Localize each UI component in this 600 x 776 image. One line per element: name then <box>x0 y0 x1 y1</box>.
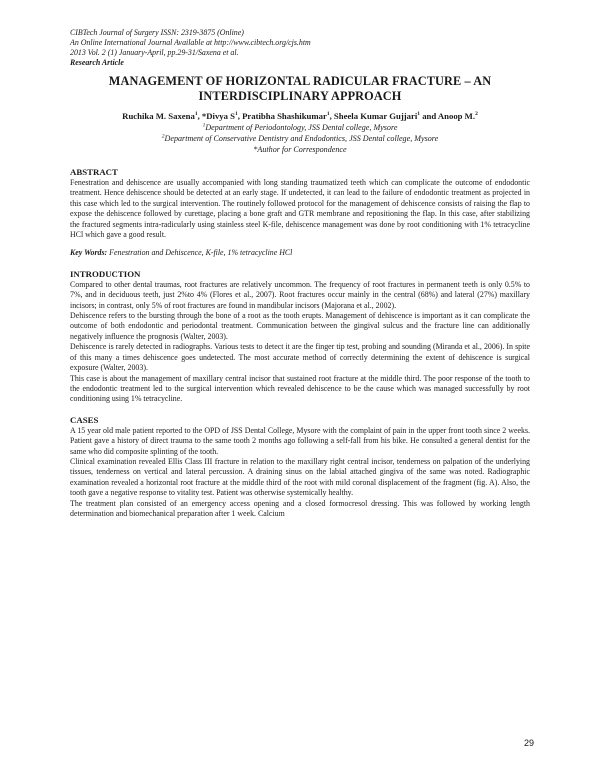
cases-paragraph-3: The treatment plan consisted of an emergency access opening and a closed formocresol dressing. This was followed by working length determination and biomechanical preparation after 1 week. Calcium <box>70 498 530 518</box>
keywords: Key Words: Fenestration and Dehiscence, K-file, 1% tetracycline HCl <box>70 248 293 258</box>
intro-paragraph-2: Dehiscence refers to the bursting through the bone of a root as the tooth erupts. Management of dehiscence is important as it can complicate the outcome of both endodontic and periodontal treatment. Communication between the gingival sulcus and the fracture line can additionally negatively influence the prognosis (Walter, 2003). <box>70 311 530 341</box>
page-number: 29 <box>523 738 534 748</box>
paper-page <box>70 28 530 519</box>
cases-heading: CASES <box>70 414 99 425</box>
paper-title: MANAGEMENT OF HORIZONTAL RADICULAR FRACTURE – AN INTERDISCIPLINARY APPROACH <box>108 74 492 103</box>
author-list: Ruchika M. Saxena$^1$, *Divya $S^1$, Pratibha Shashikumar$^1$, Sheela Kumar Gujjari$^1$ and Anoop M.$^2$ <box>122 111 478 121</box>
introduction-heading: INTRODUCTION <box>70 268 141 279</box>
intro-paragraph-3: Dehiscence is rarely detected in radiographs. Various tests to detect it are the finger tip test, probing and sounding (Miranda et al., 2006). In spite of this many a times dehiscence goes undetected. The most accurate method of correctly determining the extent of dehiscence is surgical exposure (Walter, 2003). <box>70 342 530 373</box>
online-line: An Online International Journal Available at http://www.cibtech.org/cjs.htm <box>70 38 311 47</box>
intro-paragraph-1: Compared to other dental traumas, root fractures are relatively uncommon. The frequency of root fractures in permanent teeth is only 0.5% to 7%, and in deciduous teeth, just 2%to 4% (Flores et al., 2007). Root fractures occur mainly in the central (68%) and lateral (27%) maxillary incisors; in contrast, only 5% of root fractures are found in mandibular incisors (Majorana et al., 2002). <box>70 279 530 310</box>
corresponding-note: *Author for Correspondence <box>253 145 347 154</box>
cases-paragraph-2: Clinical examination revealed Ellis Class III fracture in relation to the maxillary right central incisor, tenderness on palpation of the underlying tissues, tenderness on vertical and lateral percussion. A draining sinus on the labial attached gingiva of the same was noted. Radiographic examination revealed a horizontal root fracture at the middle third of the root with mild coronal displacement of the fragment (fig. A). Also, the tooth gave a negative response to vitality test. Patient was otherwise systemically healthy. <box>70 456 530 498</box>
cases-paragraph-1: A 15 year old male patient reported to the OPD of JSS Dental College, Mysore with the complaint of pain in the upper front tooth since 2 weeks. Patient gave a history of direct trauma to the same tooth 2 months ago following a self-fall from his bike. He consulted a general dentist for the same who did composite splinting of the tooth. <box>70 425 530 456</box>
intro-paragraph-4: This case is about the management of maxillary central incisor that sustained root fracture at the middle third. The poor response of the tooth to the endodontic treatment led to the surgical intervention which revealed dehiscence to be the cause which was managed successfully by root conditioning using 1% tetracycline. <box>70 373 530 404</box>
volume-line: 2013 Vol. 2 (1) January-April, pp.29-31/Saxena et al. <box>70 48 239 57</box>
affiliation-2: $^2$Department of Conservative Dentistry and Endodontics, JSS Dental college, Mysore <box>161 133 439 143</box>
abstract-heading: ABSTRACT <box>70 167 118 177</box>
article-type: Research Article <box>70 58 124 67</box>
abstract-text: Fenestration and dehiscence are usually accompanied with long standing traumatized teeth which can complicate the outcome of endodontic treatment. Hence dehiscence should be detected at an early stage. If undetected, it can lead to the failure of endodontic treatment as projected in this case which led to the surgical intervention. The routinely followed protocol for the management of dehiscence consists of raising the flap to expose the dehiscence followed by curettage, placing a bone graft and GTR membrane and repositioning the flap. In this case, after stabilizing the fractured segments intra-radicularly using stainless steel K-file, dehiscence management was done by root conditioning with 1% tetracycline HCl which gave a good result. <box>70 178 530 240</box>
journal-line: CIBTech Journal of Surgery ISSN: 2319-3875 (Online) <box>70 28 244 37</box>
affiliation-1: $^1$Department of Periodontology, JSS Dental college, Mysore <box>202 122 398 132</box>
